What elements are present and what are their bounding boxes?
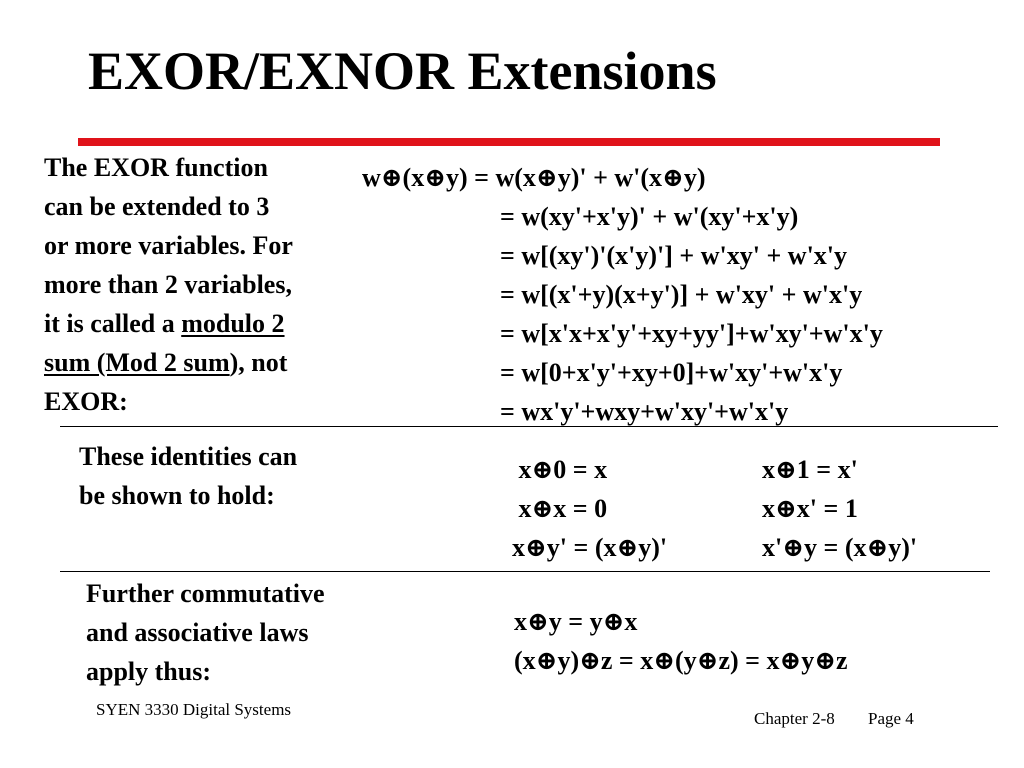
description-line: The EXOR function (44, 153, 268, 182)
identities-description (79, 437, 297, 515)
footer-course: SYEN 3330 Digital Systems (96, 700, 292, 719)
title-underline-bar (78, 138, 940, 146)
description-line (44, 304, 293, 343)
law: x⊕y = y⊕x (514, 607, 638, 636)
description-line: and associative laws (86, 618, 309, 647)
mod-2-sum-term: sum (Mod 2 sum (44, 348, 230, 377)
equation-line: = w(xy'+x'y)' + w'(xy'+x'y) (500, 202, 799, 231)
equation-line: = w[0+x'y'+xy+0]+w'xy'+w'x'y (500, 358, 843, 387)
description-text: ), not (229, 348, 288, 377)
identities-left-column (512, 450, 667, 567)
law: (x⊕y)⊕z = x⊕(y⊕z) = x⊕y⊕z (514, 646, 848, 675)
description-line (44, 343, 293, 382)
modulo-2-term: modulo 2 (181, 309, 285, 338)
commutative-associative-laws (514, 602, 848, 680)
description-line: can be extended to 3 (44, 192, 270, 221)
laws-description (86, 574, 325, 691)
equation-derivation (500, 197, 883, 431)
identity: x⊕x' = 1 (762, 494, 858, 523)
identity: x⊕1 = x' (762, 455, 858, 484)
description-line: Further commutative (86, 579, 325, 608)
footer-page-number: Page 4 (868, 709, 914, 728)
identity: x'⊕y = (x⊕y)' (762, 533, 918, 562)
section-divider (60, 426, 998, 427)
footer-chapter: Chapter 2-8 (754, 709, 835, 728)
equation-line: = wx'y'+wxy+w'xy'+w'x'y (500, 397, 789, 426)
description-line: These identities can (79, 442, 298, 471)
identity: x⊕0 = x (512, 455, 608, 484)
identities-right-column (762, 450, 917, 567)
description-text: it is called a (44, 309, 182, 338)
equation-line: = w[(xy')'(x'y)'] + w'xy' + w'x'y (500, 241, 848, 270)
section-divider (60, 571, 990, 572)
description-line: more than 2 variables, (44, 270, 292, 299)
description-line: EXOR: (44, 387, 128, 416)
exor-description (44, 148, 293, 421)
slide-title: EXOR/EXNOR Extensions (88, 41, 717, 101)
identity: x⊕x = 0 (512, 494, 608, 523)
description-line: apply thus: (86, 657, 211, 686)
identity: x⊕y' = (x⊕y)' (512, 533, 668, 562)
description-line: be shown to hold: (79, 481, 275, 510)
equation-line-first: w⊕(x⊕y) = w(x⊕y)' + w'(x⊕y) (362, 163, 706, 192)
description-line: or more variables. For (44, 231, 293, 260)
equation-line: = w[(x'+y)(x+y')] + w'xy' + w'x'y (500, 280, 863, 309)
equation-line: = w[x'x+x'y'+xy+yy']+w'xy'+w'x'y (500, 319, 883, 348)
